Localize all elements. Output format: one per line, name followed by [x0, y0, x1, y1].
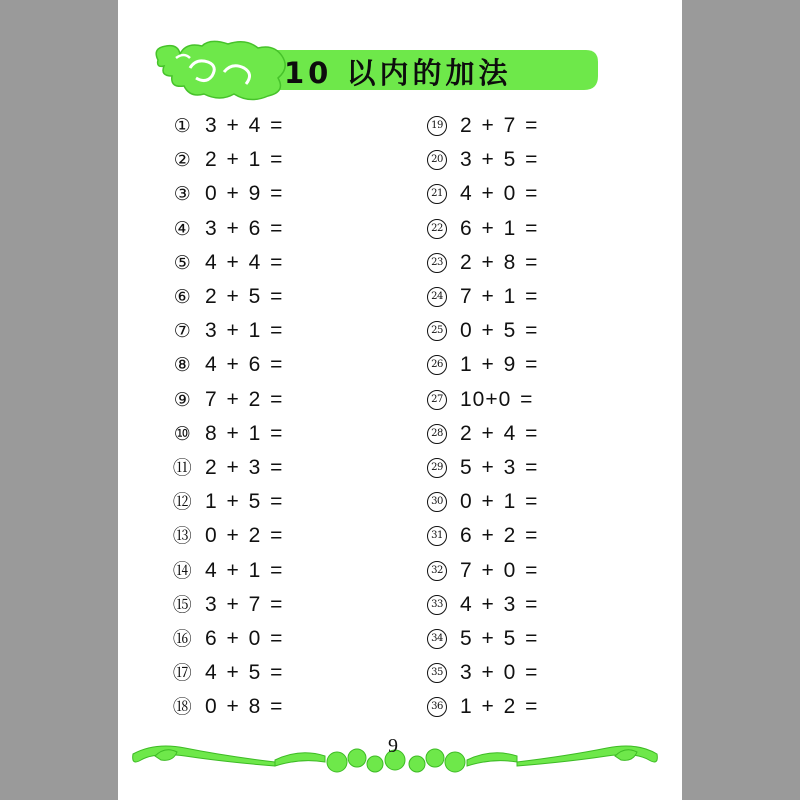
problem-number-badge: ① [173, 115, 191, 138]
problem-number-badge: ⑱ [172, 696, 192, 719]
problem-number-badge: 30 [427, 492, 447, 512]
addition-expression: 2 + 8 = [460, 250, 539, 274]
addition-expression: 2 + 1 = [205, 148, 284, 172]
addition-expression: 0 + 1 = [460, 490, 539, 514]
addition-expression: 3 + 6 = [205, 216, 284, 240]
addition-expression: 1 + 5 = [205, 490, 284, 514]
problem-item [172, 314, 372, 348]
page-number: 9 [388, 735, 398, 757]
addition-expression: 6 + 2 = [460, 524, 539, 548]
problem-item [172, 177, 372, 211]
problem-item [427, 519, 627, 553]
problem-item [172, 383, 372, 417]
problem-item [427, 690, 627, 724]
addition-expression: 6 + 1 = [460, 216, 539, 240]
addition-expression: 2 + 5 = [205, 285, 284, 309]
problem-item [427, 485, 627, 519]
addition-expression: 4 + 1 = [205, 558, 284, 582]
page-title: 10 以内的加法 [284, 56, 512, 90]
addition-expression: 0 + 5 = [460, 319, 539, 343]
addition-expression: 1 + 2 = [460, 695, 539, 719]
addition-expression: 4 + 3 = [460, 592, 539, 616]
problem-item [427, 177, 627, 211]
addition-expression: 3 + 4 = [205, 114, 284, 138]
problem-item [427, 383, 627, 417]
addition-expression: 3 + 7 = [205, 592, 284, 616]
problem-item [172, 588, 372, 622]
problem-number-badge: ⑭ [172, 559, 192, 582]
addition-expression: 2 + 4 = [460, 421, 539, 445]
problem-number-badge: ⑤ [173, 251, 191, 274]
addition-expression: 7 + 0 = [460, 558, 539, 582]
addition-expression: 7 + 1 = [460, 285, 539, 309]
addition-expression: 3 + 1 = [205, 319, 284, 343]
problem-number-badge: 34 [427, 629, 447, 649]
problem-item [427, 314, 627, 348]
addition-expression: 5 + 5 = [460, 626, 539, 650]
problem-number-badge: ⑪ [172, 456, 192, 479]
problem-number-badge: ⑬ [172, 525, 192, 548]
problem-item [427, 280, 627, 314]
problem-number-badge: 24 [427, 287, 447, 307]
problem-item [172, 690, 372, 724]
addition-expression: 0 + 9 = [205, 182, 284, 206]
problem-number-badge: ⑦ [173, 320, 191, 343]
problem-item [427, 109, 627, 143]
problem-item [427, 656, 627, 690]
addition-expression: 2 + 7 = [460, 114, 539, 138]
problem-number-badge: ⑨ [173, 388, 191, 411]
addition-expression: 1 + 9 = [460, 353, 539, 377]
problem-item [172, 109, 372, 143]
problem-item [427, 348, 627, 382]
problem-number-badge: 32 [427, 561, 447, 581]
problem-item [172, 519, 372, 553]
addition-expression: 0 + 2 = [205, 524, 284, 548]
addition-expression: 3 + 0 = [460, 661, 539, 685]
problem-number-badge: 21 [427, 184, 447, 204]
addition-expression: 10+0 = [460, 387, 534, 411]
problem-number-badge: 27 [427, 390, 447, 410]
addition-expression: 3 + 5 = [460, 148, 539, 172]
addition-expression: 6 + 0 = [205, 626, 284, 650]
problem-number-badge: 22 [427, 219, 447, 239]
addition-expression: 4 + 0 = [460, 182, 539, 206]
problem-item [427, 588, 627, 622]
problem-item [172, 246, 372, 280]
problem-item [172, 485, 372, 519]
problem-number-badge: 33 [427, 595, 447, 615]
addition-expression: 5 + 3 = [460, 455, 539, 479]
problem-item [427, 417, 627, 451]
problem-item [427, 451, 627, 485]
problem-number-badge: 35 [427, 663, 447, 683]
problem-list-left [172, 109, 372, 724]
problem-item [172, 417, 372, 451]
problem-number-badge: ⑰ [172, 662, 192, 685]
addition-expression: 7 + 2 = [205, 387, 284, 411]
problem-item [172, 656, 372, 690]
problem-item [172, 451, 372, 485]
problem-item [172, 212, 372, 246]
problem-number-badge: ⑩ [173, 422, 191, 445]
addition-expression: 4 + 6 = [205, 353, 284, 377]
problem-number-badge: ⑯ [172, 627, 192, 650]
problem-number-badge: ③ [173, 183, 191, 206]
problem-number-badge: ⑥ [173, 286, 191, 309]
problem-number-badge: 36 [427, 697, 447, 717]
problem-item [427, 212, 627, 246]
problem-number-badge: 19 [427, 116, 447, 136]
problem-number-badge: 31 [427, 526, 447, 546]
problem-number-badge: ④ [173, 217, 191, 240]
problem-item [172, 348, 372, 382]
problem-item [427, 553, 627, 587]
problem-number-badge: 28 [427, 424, 447, 444]
addition-expression: 8 + 1 = [205, 421, 284, 445]
problem-item [172, 280, 372, 314]
problem-number-badge: ⑫ [172, 491, 192, 514]
problem-item [427, 143, 627, 177]
problem-item [172, 622, 372, 656]
problem-number-badge: ⑧ [173, 354, 191, 377]
problem-number-badge: 29 [427, 458, 447, 478]
problem-number-badge: 26 [427, 355, 447, 375]
problem-item [172, 143, 372, 177]
addition-expression: 2 + 3 = [205, 455, 284, 479]
problem-item [172, 553, 372, 587]
problem-number-badge: ⑮ [172, 593, 192, 616]
problem-number-badge: 25 [427, 321, 447, 341]
problem-number-badge: 20 [427, 150, 447, 170]
addition-expression: 4 + 4 = [205, 250, 284, 274]
problem-number-badge: ② [173, 149, 191, 172]
addition-expression: 4 + 5 = [205, 661, 284, 685]
addition-expression: 0 + 8 = [205, 695, 284, 719]
problem-item [427, 622, 627, 656]
problem-item [427, 246, 627, 280]
problem-list-right [427, 109, 627, 724]
problem-number-badge: 23 [427, 253, 447, 273]
